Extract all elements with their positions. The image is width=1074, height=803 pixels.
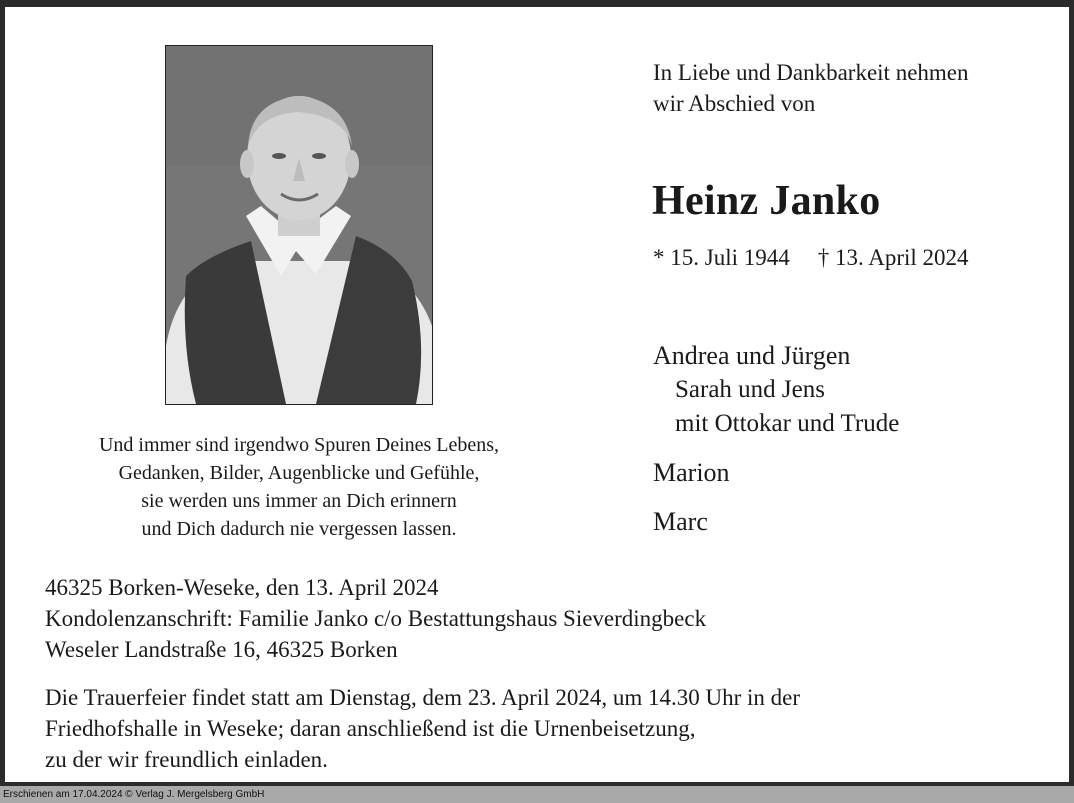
intro-line: wir Abschied von (653, 91, 816, 116)
publication-footer: Erschienen am 17.04.2024 © Verlag J. Mergelsberg GmbH (0, 786, 1074, 803)
poem-line: und Dich dadurch nie vergessen lassen. (141, 518, 457, 540)
ceremony-line: zu der wir freundlich einladen. (45, 747, 328, 772)
poem-line: sie werden uns immer an Dich erinnern (141, 490, 457, 512)
life-dates (653, 245, 969, 271)
death-date: † 13. April 2024 (817, 245, 969, 270)
family-line: Sarah und Jens (675, 376, 825, 403)
family-signatures (653, 339, 899, 539)
address-line: 46325 Borken-Weseke, den 13. April 2024 (45, 575, 439, 600)
address-line: Weseler Landstraße 16, 46325 Borken (45, 637, 398, 662)
memorial-poem (45, 431, 553, 543)
ceremony-line: Friedhofshalle in Weseke; daran anschließend ist die Urnenbeisetzung, (45, 716, 696, 741)
family-line: Marion (653, 458, 730, 487)
poem-line: Gedanken, Bilder, Augenblicke und Gefühle, (118, 462, 480, 484)
family-line: Marc (653, 507, 708, 536)
family-line: Andrea und Jürgen (653, 341, 851, 370)
address-line: Kondolenzanschrift: Familie Janko c/o Bestattungshaus Sieverdingbeck (45, 606, 707, 631)
deceased-name: Heinz Janko (652, 178, 881, 224)
poem-line: Und immer sind irgendwo Spuren Deines Lebens, (98, 434, 500, 456)
ceremony-info (45, 682, 800, 775)
intro-line: In Liebe und Dankbarkeit nehmen (653, 60, 969, 85)
condolence-address (45, 572, 706, 665)
intro-text (653, 57, 969, 119)
birth-date: * 15. Juli 1944 (653, 245, 790, 270)
ceremony-line: Die Trauerfeier findet statt am Dienstag, dem 23. April 2024, um 14.30 Uhr in der (45, 685, 801, 710)
portrait-photo (165, 45, 433, 405)
family-line: mit Ottokar und Trude (675, 410, 900, 437)
